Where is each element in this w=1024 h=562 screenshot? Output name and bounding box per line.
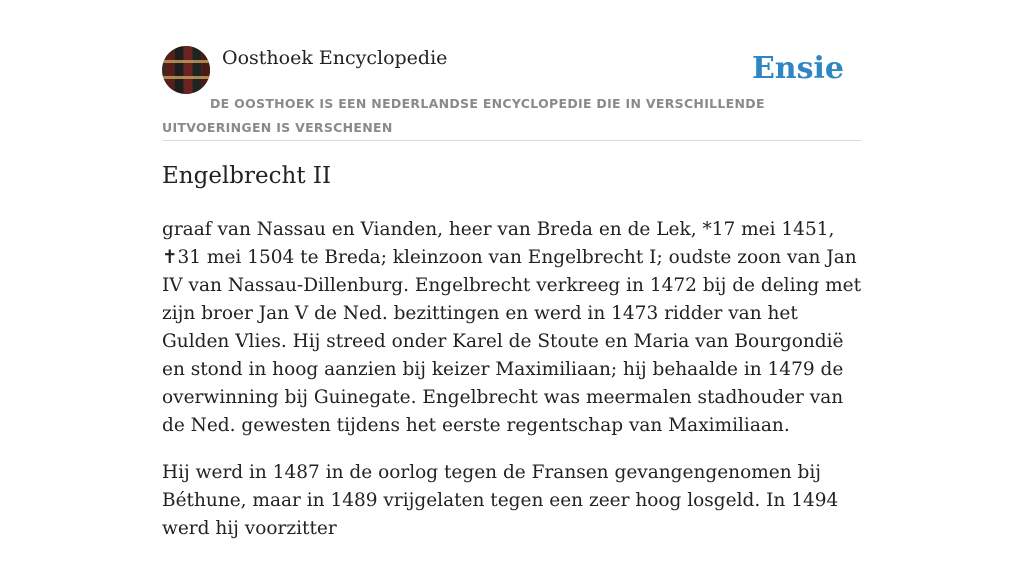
book-spine-icon xyxy=(184,46,192,94)
book-spine-icon xyxy=(166,46,174,94)
book-band-decoration xyxy=(162,60,210,63)
site-tagline: DE OOSTHOEK IS EEN NEDERLANDSE ENCYCLOPEDIE DIE IN VERSCHILLENDE UITVOERINGEN IS VERSCHENEN xyxy=(162,96,765,135)
site-header xyxy=(162,46,862,141)
brand-logo-link[interactable]: Ensie xyxy=(751,51,844,86)
article-title: Engelbrecht II xyxy=(162,163,332,189)
site-logo-avatar[interactable] xyxy=(162,46,210,94)
book-spine-icon xyxy=(175,46,183,94)
book-spine-icon xyxy=(202,46,210,94)
book-spine-icon xyxy=(193,46,201,94)
site-title-link[interactable]: Oosthoek Encyclopedie xyxy=(222,47,448,69)
article-paragraph: graaf van Nassau en Vianden, heer van Breda en de Lek, *17 mei 1451, ✝31 mei 1504 te Breda; kleinzoon van Engelbrecht I; oudste zoon van Jan IV van Nassau-Dillenburg. Engelbrecht verkreeg in 1472 bij de deling met zijn broer Jan V de Ned. bezittingen en werd in 1473 ridder van het Gulden Vlies. Hij streed onder Karel de Stoute en Maria van Bourgondië en stond in hoog aanzien bij keizer Maximiliaan; hij behaalde in 1479 de overwinning bij Guinegate. Engelbrecht was meermalen stadhouder van de Ned. gewesten tijdens het eerste regentschap van Maximiliaan. xyxy=(162,219,862,436)
book-band-decoration xyxy=(162,76,210,79)
article-body xyxy=(162,216,867,562)
article-paragraph: Hij werd in 1487 in de oorlog tegen de Fransen gevangengenomen bij Béthune, maar in 1489 vrijgelaten tegen een zeer hoog losgeld. In 1494 werd hij voorzitter xyxy=(162,462,839,539)
